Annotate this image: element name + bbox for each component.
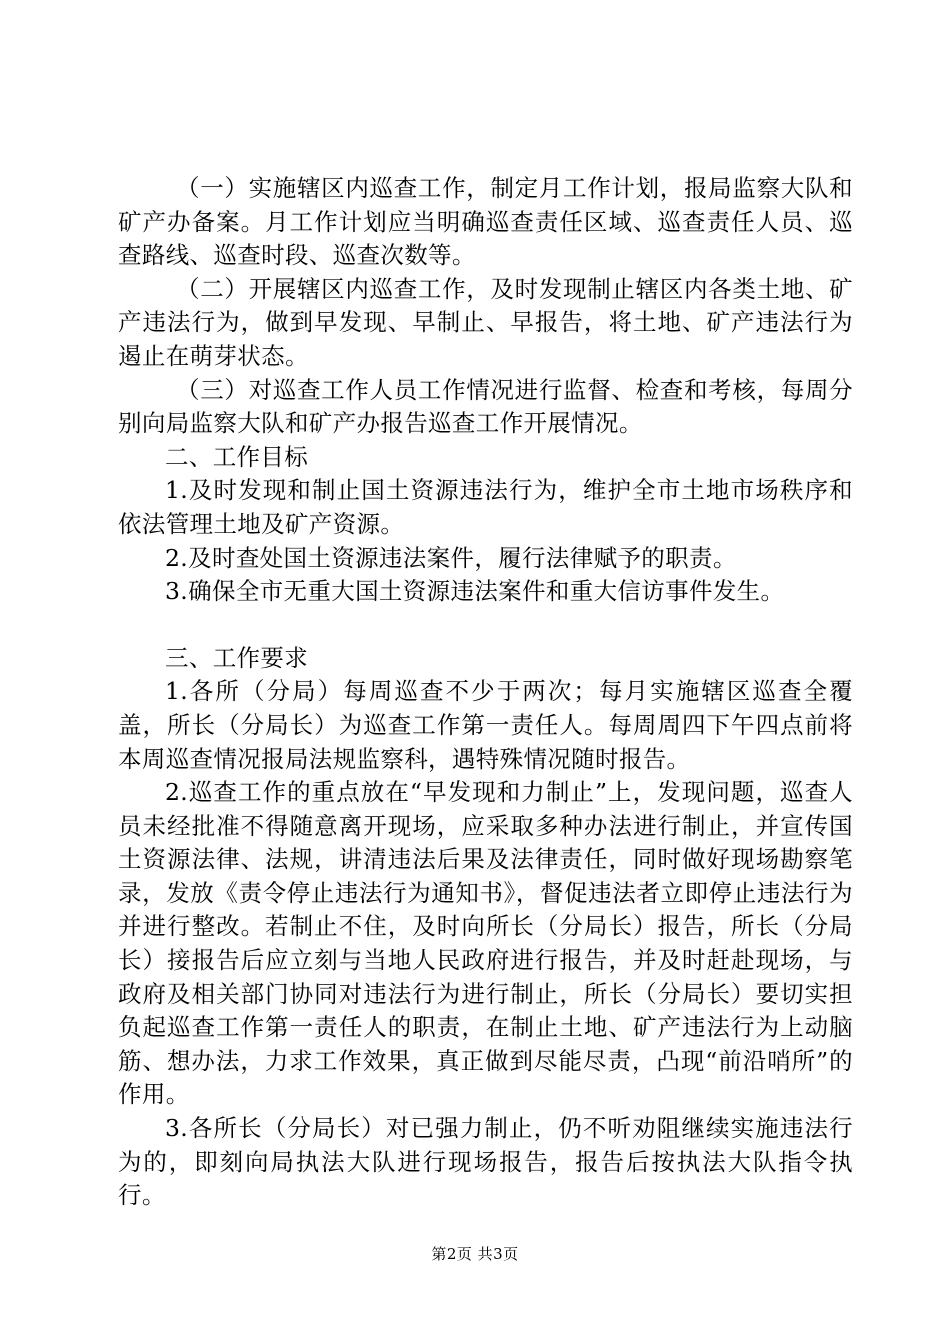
- page-number-footer: 第2页 共3页: [431, 1245, 519, 1263]
- paragraph-requirement-2: 2.巡查工作的重点放在“早发现和力制止”上，发现问题，巡查人员未经批准不得随意离开现场，应采取多种办法进行制止，并宣传国土资源法律、法规，讲清违法后果及法律责任，同时做好现场勘察笔录，发放《责令停止违法行为通知书》，督促违法者立即停止违法行为并进行整改。若制止不住，及时向所长（分局长）报告，所长（分局长）接报告后应立刻与当地人民政府进行报告，并及时赶赴现场，与政府及相关部门协同对违法行为进行制止，所长（分局长）要切实担负起巡查工作第一责任人的职责，在制止土地、矿产违法行为上动脑筋、想办法，力求工作效果，真正做到尽能尽责，凸现“前沿哨所”的作用。: [118, 778, 853, 1109]
- paragraph-goal-1: 1.及时发现和制止国土资源违法行为，维护全市土地市场秩序和依法管理土地及矿产资源。: [118, 476, 853, 538]
- section-heading-goals: 二、工作目标: [165, 442, 309, 471]
- paragraph-duty-1: （一）实施辖区内巡查工作，制定月工作计划，报局监察大队和矿产办备案。月工作计划应当明确巡查责任区域、巡查责任人员、巡查路线、巡查时段、巡查次数等。: [118, 174, 853, 270]
- paragraph-duty-2: （二）开展辖区内巡查工作，及时发现制止辖区内各类土地、矿产违法行为，做到早发现、早制止、早报告，将土地、矿产违法行为遏止在萌芽状态。: [118, 274, 853, 370]
- paragraph-goal-3: 3.确保全市无重大国土资源违法案件和重大信访事件发生。: [165, 577, 785, 606]
- paragraph-requirement-1: 1.各所（分局）每周巡查不少于两次；每月实施辖区巡查全覆盖，所长（分局长）为巡查工作第一责任人。每周周四下午四点前将本周巡查情况报局法规监察科，遇特殊情况随时报告。: [118, 677, 853, 773]
- document-body: [118, 172, 853, 1213]
- paragraph-duty-3: （三）对巡查工作人员工作情况进行监督、检查和考核，每周分别向局监察大队和矿产办报告巡查工作开展情况。: [118, 375, 853, 438]
- blank-line: [118, 609, 853, 642]
- paragraph-requirement-3: 3.各所长（分局长）对已强力制止，仍不听劝阻继续实施违法行为的，即刻向局执法大队进行现场报告，报告后按执法大队指令执行。: [118, 1114, 853, 1210]
- section-heading-requirements: 三、工作要求: [165, 643, 309, 672]
- paragraph-goal-2: 2.及时查处国土资源违法案件，履行法律赋予的职责。: [165, 543, 737, 572]
